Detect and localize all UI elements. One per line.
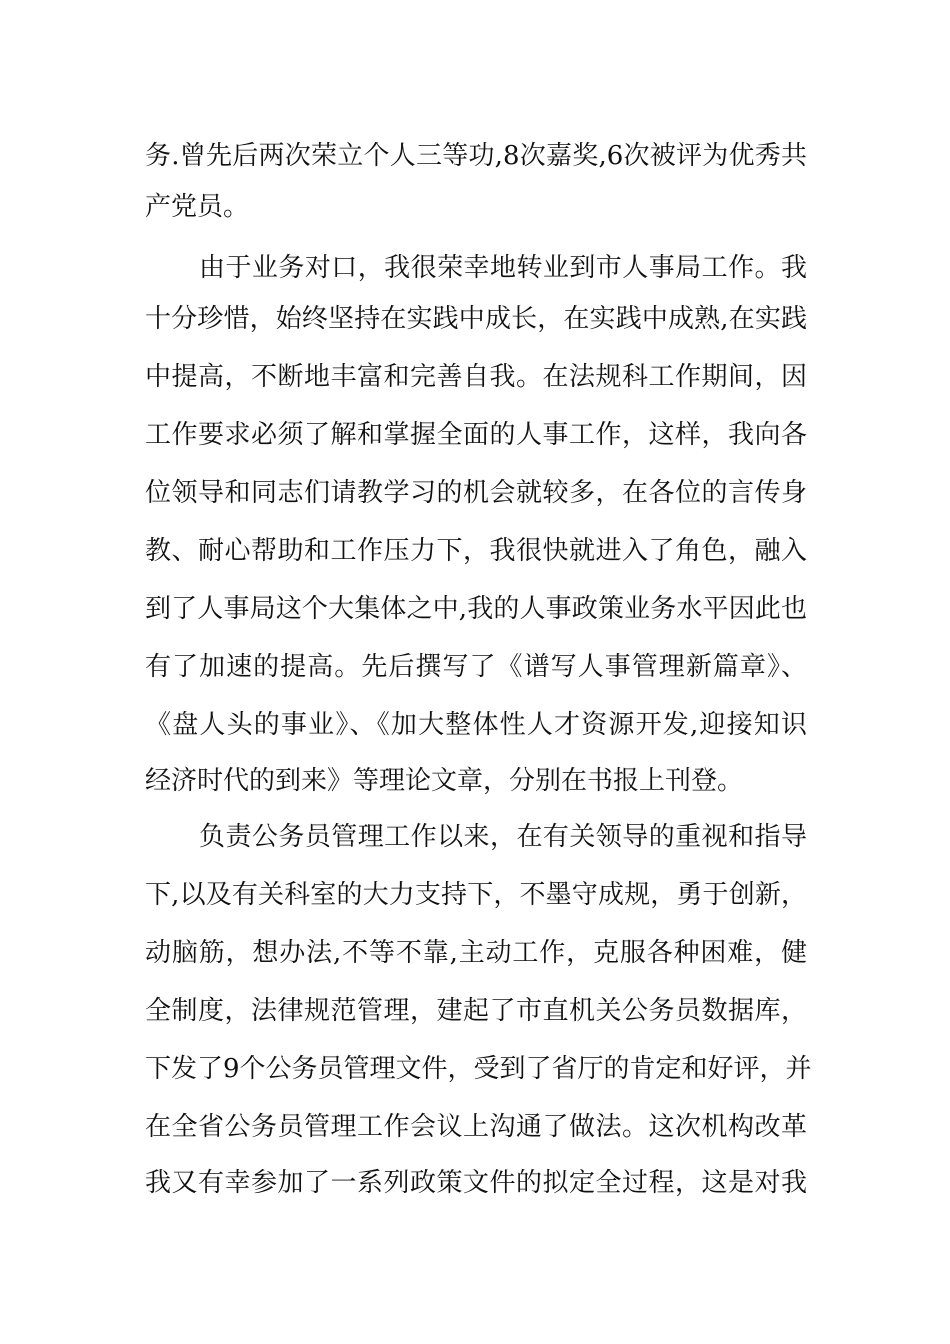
text-line: 十分珍惜，始终坚持在实践中成长，在实践中成熟,在实践 (145, 304, 807, 334)
text-line: 有了加速的提高。先后撰写了《谱写人事管理新篇章》、 (145, 652, 807, 682)
text-line: 动脑筋，想办法,不等不靠,主动工作，克服各种困难，健 (145, 938, 807, 968)
text-line: 务.曾先后两次荣立个人三等功,8次嘉奖,6次被评为优秀共 (145, 141, 807, 171)
text-line: 产党员。 (145, 192, 250, 222)
text-line: 全制度，法律规范管理，建起了市直机关公务员数据库， (145, 996, 807, 1026)
text-line: 在全省公务员管理工作会议上沟通了做法。这次机构改革 (145, 1112, 807, 1142)
text-line: 我又有幸参加了一系列政策文件的拟定全过程，这是对我 (145, 1168, 807, 1198)
text-line: 负责公务员管理工作以来，在有关领导的重视和指导 (199, 822, 807, 852)
text-line: 教、耐心帮助和工作压力下，我很快就进入了角色，融入 (145, 536, 807, 566)
text-line: 《盘人头的事业》、《加大整体性人才资源开发,迎接知识 (145, 710, 807, 740)
text-line: 经济时代的到来》等理论文章，分别在书报上刊登。 (145, 766, 744, 796)
text-line: 工作要求必须了解和掌握全面的人事工作，这样，我向各 (145, 420, 807, 450)
text-line: 到了人事局这个大集体之中,我的人事政策业务水平因此也 (145, 594, 807, 624)
text-line: 下,以及有关科室的大力支持下，不墨守成规，勇于创新， (145, 880, 807, 910)
text-line: 下发了9个公务员管理文件，受到了省厅的肯定和好评，并 (145, 1054, 812, 1084)
text-line: 由于业务对口，我很荣幸地转业到市人事局工作。我 (199, 253, 807, 283)
text-line: 中提高，不断地丰富和完善自我。在法规科工作期间，因 (145, 362, 807, 392)
text-line: 位领导和同志们请教学习的机会就较多，在各位的言传身 (145, 478, 807, 508)
